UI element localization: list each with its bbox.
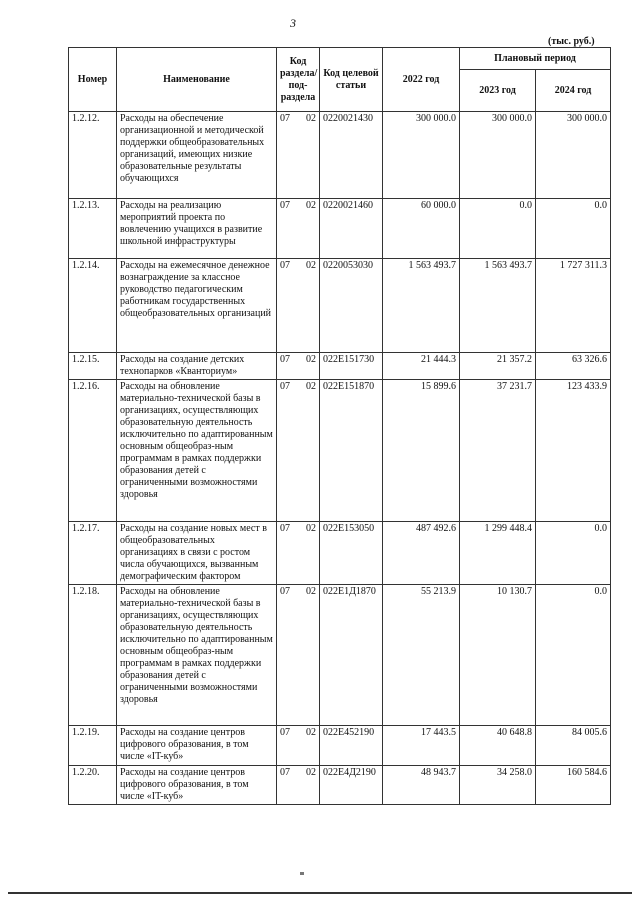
row-csr: 0220053030 — [320, 259, 383, 353]
row-value-2023: 40 648.8 — [460, 726, 536, 766]
row-number: 1.2.14. — [69, 259, 117, 353]
row-razdel: 07 — [277, 259, 299, 353]
row-csr: 022E1Д1870 — [320, 585, 383, 726]
row-podrazdel: 02 — [299, 380, 320, 522]
row-value-2022: 48 943.7 — [383, 766, 460, 805]
row-value-2022: 487 492.6 — [383, 522, 460, 585]
table-row — [69, 380, 611, 522]
row-value-2023: 37 231.7 — [460, 380, 536, 522]
header-plan-period: Плановый период — [460, 48, 611, 70]
table-row — [69, 522, 611, 585]
row-value-2022: 1 563 493.7 — [383, 259, 460, 353]
header-2022: 2022 год — [383, 48, 460, 112]
row-podrazdel: 02 — [299, 199, 320, 259]
units-label: (тыс. руб.) — [548, 36, 595, 47]
table-row — [69, 199, 611, 259]
row-value-2023: 21 357.2 — [460, 353, 536, 380]
row-value-2024: 300 000.0 — [536, 112, 611, 199]
header-2023: 2023 год — [460, 70, 536, 112]
row-name: Расходы на создание детских технопарков «Кванториум» — [117, 353, 277, 380]
table-row — [69, 726, 611, 766]
row-podrazdel: 02 — [299, 353, 320, 380]
row-name: Расходы на обновление материально-технической базы в организациях, осуществляющих образовательную деятельность исключительно по адаптированным основным общеобраз-ным программам в рамках поддержки образования детей с ограниченными возможностями здоровья — [117, 585, 277, 726]
row-razdel: 07 — [277, 353, 299, 380]
row-csr: 022E153050 — [320, 522, 383, 585]
row-value-2023: 0.0 — [460, 199, 536, 259]
row-podrazdel: 02 — [299, 726, 320, 766]
row-value-2024: 1 727 311.3 — [536, 259, 611, 353]
row-csr: 0220021430 — [320, 112, 383, 199]
row-value-2023: 34 258.0 — [460, 766, 536, 805]
table-row — [69, 766, 611, 805]
row-value-2024: 84 005.6 — [536, 726, 611, 766]
row-podrazdel: 02 — [299, 522, 320, 585]
row-razdel: 07 — [277, 585, 299, 726]
row-podrazdel: 02 — [299, 259, 320, 353]
row-razdel: 07 — [277, 766, 299, 805]
row-number: 1.2.18. — [69, 585, 117, 726]
bottom-mark — [300, 872, 304, 875]
row-number: 1.2.13. — [69, 199, 117, 259]
row-value-2024: 0.0 — [536, 522, 611, 585]
row-value-2023: 10 130.7 — [460, 585, 536, 726]
row-value-2022: 55 213.9 — [383, 585, 460, 726]
table-row — [69, 585, 611, 726]
row-razdel: 07 — [277, 199, 299, 259]
table-row — [69, 259, 611, 353]
header-csr: Код целевой статьи — [320, 48, 383, 112]
row-name: Расходы на создание новых мест в общеобразовательных организациях в связи с ростом числа обучающихся, вызванным демографическим фактором — [117, 522, 277, 585]
page-number: 3 — [290, 16, 296, 30]
row-name: Расходы на обновление материально-технической базы в организациях, осуществляющих образовательную деятельность исключительно по адаптированным основным общеобраз-ным программам в рамках поддержки образования детей с ограниченными возможностями здоровья — [117, 380, 277, 522]
row-value-2024: 63 326.6 — [536, 353, 611, 380]
row-name: Расходы на создание центров цифрового образования, в том числе «IT-куб» — [117, 726, 277, 766]
row-value-2022: 15 899.6 — [383, 380, 460, 522]
bottom-rule — [8, 892, 632, 894]
row-number: 1.2.19. — [69, 726, 117, 766]
row-value-2024: 160 584.6 — [536, 766, 611, 805]
row-number: 1.2.17. — [69, 522, 117, 585]
row-number: 1.2.16. — [69, 380, 117, 522]
table-row — [69, 353, 611, 380]
row-name: Расходы на ежемесячное денежное вознаграждение за классное руководство педагогическим работникам государственных общеобразовательных организаций — [117, 259, 277, 353]
row-csr: 022E151730 — [320, 353, 383, 380]
row-podrazdel: 02 — [299, 112, 320, 199]
table-body — [69, 112, 611, 805]
row-value-2022: 21 444.3 — [383, 353, 460, 380]
row-value-2024: 123 433.9 — [536, 380, 611, 522]
row-razdel: 07 — [277, 522, 299, 585]
row-value-2022: 17 443.5 — [383, 726, 460, 766]
row-podrazdel: 02 — [299, 766, 320, 805]
row-value-2024: 0.0 — [536, 199, 611, 259]
row-value-2023: 1 563 493.7 — [460, 259, 536, 353]
header-number: Номер — [69, 48, 117, 112]
row-value-2022: 300 000.0 — [383, 112, 460, 199]
row-number: 1.2.20. — [69, 766, 117, 805]
row-razdel: 07 — [277, 380, 299, 522]
row-csr: 022E151870 — [320, 380, 383, 522]
row-razdel: 07 — [277, 726, 299, 766]
row-podrazdel: 02 — [299, 585, 320, 726]
budget-table — [68, 47, 611, 805]
row-csr: 022E4Д2190 — [320, 766, 383, 805]
header-razdel: Код раздела/под-раздела — [277, 48, 320, 112]
header-name: Наименование — [117, 48, 277, 112]
row-value-2023: 1 299 448.4 — [460, 522, 536, 585]
row-value-2023: 300 000.0 — [460, 112, 536, 199]
row-name: Расходы на реализацию мероприятий проекта по вовлечению учащихся в развитие школьной инфраструктуры — [117, 199, 277, 259]
header-2024: 2024 год — [536, 70, 611, 112]
row-name: Расходы на обеспечение организационной и методической поддержки общеобразовательных организаций, имеющих низкие образовательные результаты обучающихся — [117, 112, 277, 199]
row-razdel: 07 — [277, 112, 299, 199]
table-row — [69, 112, 611, 199]
row-number: 1.2.15. — [69, 353, 117, 380]
row-csr: 0220021460 — [320, 199, 383, 259]
row-name: Расходы на создание центров цифрового образования, в том числе «IT-куб» — [117, 766, 277, 805]
row-number: 1.2.12. — [69, 112, 117, 199]
row-value-2024: 0.0 — [536, 585, 611, 726]
row-value-2022: 60 000.0 — [383, 199, 460, 259]
row-csr: 022E452190 — [320, 726, 383, 766]
